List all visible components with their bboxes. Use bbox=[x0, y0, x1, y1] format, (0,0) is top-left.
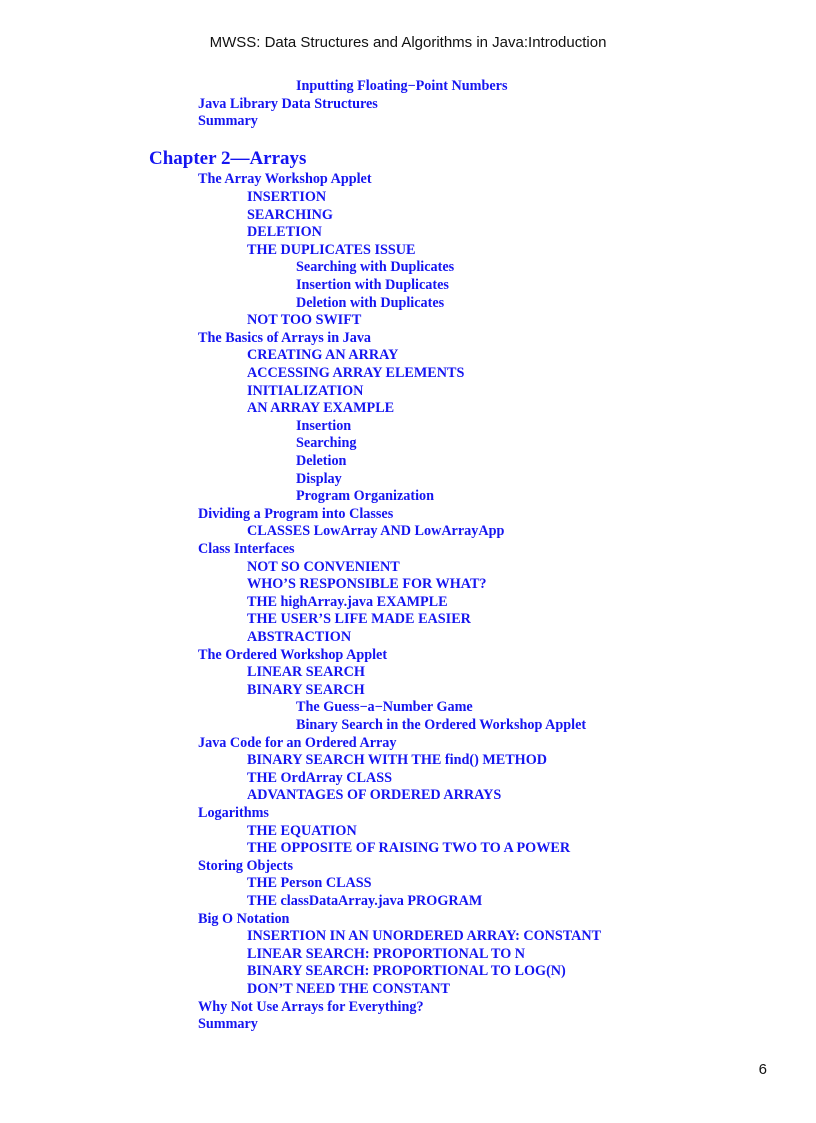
toc-entry[interactable]: The Array Workshop Applet bbox=[198, 171, 372, 188]
toc-entry[interactable]: BINARY SEARCH WITH THE find() METHOD bbox=[247, 752, 547, 769]
toc-entry[interactable]: Inputting Floating−Point Numbers bbox=[296, 78, 508, 94]
toc-entry[interactable]: CLASSES LowArray AND LowArrayApp bbox=[247, 523, 505, 540]
toc-entry[interactable]: Searching with Duplicates bbox=[296, 259, 455, 276]
toc-entry[interactable]: THE EQUATION bbox=[247, 822, 357, 839]
toc-entry[interactable]: NOT TOO SWIFT bbox=[247, 312, 362, 329]
toc-entry[interactable]: BINARY SEARCH bbox=[247, 681, 365, 698]
toc-entry[interactable]: Class Interfaces bbox=[198, 541, 295, 557]
toc-entry[interactable]: Insertion bbox=[296, 417, 352, 434]
toc-entry[interactable]: THE DUPLICATES ISSUE bbox=[247, 241, 416, 258]
toc-entry[interactable]: THE OPPOSITE OF RAISING TWO TO A POWER bbox=[247, 840, 571, 857]
toc-entry[interactable]: Summary bbox=[198, 113, 258, 130]
toc-entry[interactable]: Binary Search in the Ordered Workshop Applet bbox=[296, 717, 587, 733]
toc-entry[interactable]: Insertion with Duplicates bbox=[296, 277, 449, 293]
toc-entry[interactable]: ADVANTAGES OF ORDERED ARRAYS bbox=[247, 787, 502, 804]
toc-entry[interactable]: Why Not Use Arrays for Everything? bbox=[198, 998, 424, 1015]
toc-entry[interactable]: The Guess−a−Number Game bbox=[296, 699, 473, 716]
toc-entry[interactable]: THE classDataArray.java PROGRAM bbox=[247, 893, 483, 909]
toc-entry[interactable]: Java Code for an Ordered Array bbox=[198, 734, 397, 751]
toc-entry[interactable]: ABSTRACTION bbox=[247, 629, 352, 645]
toc-entry[interactable]: Storing Objects bbox=[198, 857, 293, 874]
toc-entry[interactable]: THE OrdArray CLASS bbox=[247, 769, 393, 786]
toc-entry[interactable]: THE Person CLASS bbox=[247, 875, 372, 892]
toc-entry[interactable]: Searching bbox=[296, 435, 357, 452]
toc-chapter-heading[interactable]: Chapter 2—Arrays bbox=[149, 147, 307, 169]
toc-entry[interactable]: Program Organization bbox=[296, 488, 435, 505]
toc-entry[interactable]: BINARY SEARCH: PROPORTIONAL TO LOG(N) bbox=[247, 963, 566, 980]
toc-entry[interactable]: AN ARRAY EXAMPLE bbox=[247, 400, 395, 417]
toc-entry[interactable]: DELETION bbox=[247, 224, 322, 241]
page-header: MWSS: Data Structures and Algorithms in Java:Introduction bbox=[209, 34, 607, 51]
toc-entry[interactable]: THE highArray.java EXAMPLE bbox=[247, 593, 448, 610]
toc-entry[interactable]: Deletion bbox=[296, 453, 347, 469]
toc-entry[interactable]: Logarithms bbox=[198, 805, 269, 821]
toc-entry[interactable]: SEARCHING bbox=[247, 206, 333, 223]
toc-entry[interactable]: DON’T NEED THE CONSTANT bbox=[247, 981, 451, 997]
toc-entry[interactable]: LINEAR SEARCH: PROPORTIONAL TO N bbox=[247, 945, 526, 962]
toc-entry[interactable]: LINEAR SEARCH bbox=[247, 664, 365, 681]
toc-entry[interactable]: Deletion with Duplicates bbox=[296, 294, 445, 311]
toc-entry[interactable]: Display bbox=[296, 470, 342, 487]
toc-entry[interactable]: The Ordered Workshop Applet bbox=[198, 646, 388, 663]
toc-entry[interactable]: INITIALIZATION bbox=[247, 382, 364, 399]
toc-entry[interactable]: INSERTION bbox=[247, 189, 327, 205]
toc-entry[interactable]: Dividing a Program into Classes bbox=[198, 505, 394, 522]
toc-entry[interactable]: CREATING AN ARRAY bbox=[247, 347, 399, 364]
toc-entry[interactable]: WHO’S RESPONSIBLE FOR WHAT? bbox=[247, 576, 487, 593]
page-number: 6 bbox=[758, 1061, 767, 1078]
toc-entry[interactable]: Summary bbox=[198, 1016, 258, 1033]
toc-entry[interactable]: The Basics of Arrays in Java bbox=[198, 329, 372, 346]
toc-entry[interactable]: INSERTION IN AN UNORDERED ARRAY: CONSTANT bbox=[247, 928, 602, 945]
toc-entry[interactable]: Big O Notation bbox=[198, 910, 290, 927]
toc-entry[interactable]: NOT SO CONVENIENT bbox=[247, 558, 400, 575]
toc-entry[interactable]: Java Library Data Structures bbox=[198, 95, 378, 112]
toc-entry[interactable]: ACCESSING ARRAY ELEMENTS bbox=[247, 365, 465, 381]
toc-entry[interactable]: THE USER’S LIFE MADE EASIER bbox=[247, 611, 471, 628]
